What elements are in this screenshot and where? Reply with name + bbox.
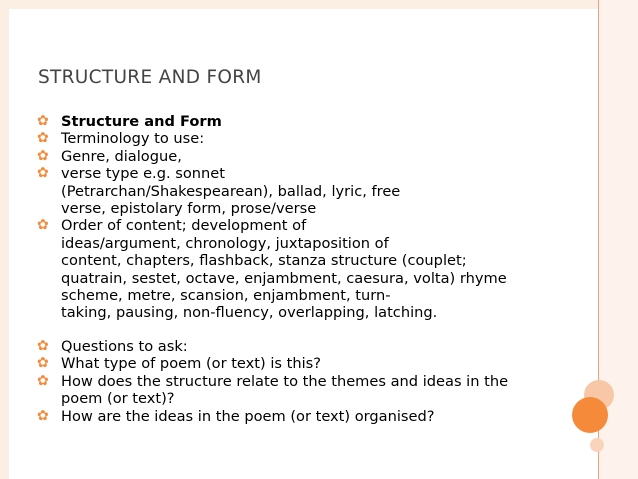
bullet-text bbox=[61, 408, 557, 425]
bullet-line: How does the structure relate to the themes and ideas in the bbox=[61, 372, 509, 390]
bullet-item bbox=[37, 113, 557, 130]
bullet-text bbox=[61, 165, 557, 217]
bullet-line: What type of poem (or text) is this? bbox=[61, 355, 322, 373]
bullet-item bbox=[37, 165, 557, 217]
bullet-line: taking, pausing, non-fluency, overlapping, latching. bbox=[61, 304, 438, 322]
bullet-text bbox=[61, 113, 557, 130]
bullet-item bbox=[37, 338, 557, 355]
bullet-line: How are the ideas in the poem (or text) organised? bbox=[61, 407, 435, 425]
bullet-item bbox=[37, 217, 557, 321]
bullet-marker-icon: ✿ bbox=[37, 355, 49, 372]
bullet-marker-icon: ✿ bbox=[37, 113, 49, 129]
bullet-item bbox=[37, 130, 557, 147]
bullet-text bbox=[61, 217, 557, 321]
bullet-line: Questions to ask: bbox=[61, 337, 188, 355]
left-border bbox=[0, 0, 9, 479]
bullet-line: Structure and Form bbox=[61, 113, 222, 130]
bullet-text bbox=[61, 355, 557, 372]
bullet-line: poem (or text)? bbox=[61, 390, 175, 408]
top-border bbox=[9, 0, 607, 9]
bullet-line: Order of content; development of bbox=[61, 217, 307, 235]
slide-title: STRUCTURE AND FORM bbox=[38, 67, 262, 88]
bullet-text bbox=[61, 373, 557, 408]
bullet-line: quatrain, sestet, octave, enjambment, caesura, volta) rhyme bbox=[61, 269, 507, 287]
bullet-marker-icon: ✿ bbox=[37, 217, 49, 234]
bullet-item bbox=[37, 373, 557, 408]
bullet-line: verse type e.g. sonnet bbox=[61, 165, 225, 183]
bullet-line: content, chapters, flashback, stanza structure (couplet; bbox=[61, 252, 467, 270]
bullet-line: scheme, metre, scansion, enjambment, turn- bbox=[61, 287, 391, 305]
decor-circle-orange bbox=[572, 397, 608, 433]
bullet-marker-icon: ✿ bbox=[37, 165, 49, 182]
bullet-text bbox=[61, 130, 557, 147]
bullet-line: ideas/argument, chronology, juxtaposition of bbox=[61, 234, 389, 252]
bullet-item bbox=[37, 408, 557, 425]
bullet-line: Genre, dialogue, bbox=[61, 147, 182, 165]
bullet-marker-icon: ✿ bbox=[37, 407, 49, 424]
bullet-line: (Petrarchan/Shakespearean), ballad, lyric, free bbox=[61, 182, 401, 200]
bullet-marker-icon: ✿ bbox=[37, 372, 49, 389]
bullet-item bbox=[37, 355, 557, 372]
bullet-marker-icon: ✿ bbox=[37, 130, 49, 147]
bullet-marker-icon: ✿ bbox=[37, 337, 49, 354]
bullet-text bbox=[61, 338, 557, 355]
bullet-line: verse, epistolary form, prose/verse bbox=[61, 200, 317, 218]
bullet-text bbox=[61, 148, 557, 165]
decor-circle-small bbox=[590, 438, 604, 452]
bullet-item bbox=[37, 148, 557, 165]
bullet-list bbox=[37, 113, 557, 425]
bullet-marker-icon: ✿ bbox=[37, 147, 49, 164]
bullet-line: Terminology to use: bbox=[61, 130, 205, 148]
